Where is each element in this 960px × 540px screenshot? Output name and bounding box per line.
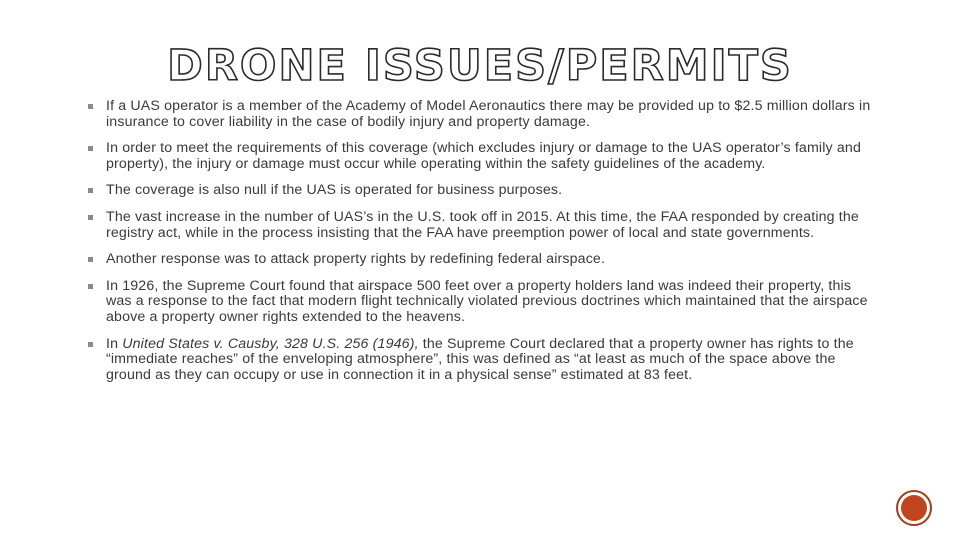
- bullet-item: [88, 337, 873, 384]
- square-bullet-icon: [88, 215, 93, 220]
- logo-badge-icon: [896, 490, 932, 526]
- bullet-prefix: In: [106, 335, 123, 352]
- bullet-item: [88, 210, 873, 241]
- square-bullet-icon: [88, 342, 93, 347]
- slide-content: [88, 99, 873, 394]
- bullet-text: In 1926, the Supreme Court found that airspace 500 feet over a property holders land was indeed their property, this was a response to the fact that modern flight technically violated previous doctrines which maintained that the airspace above a property owner rights extended to the heavens.: [106, 277, 868, 325]
- logo-badge-center: [901, 495, 927, 521]
- square-bullet-icon: [88, 257, 93, 262]
- slide-title: DRONE ISSUES/PERMITS: [167, 41, 793, 91]
- bullet-text: Another response was to attack property rights by redefining federal airspace.: [106, 251, 606, 268]
- bullet-rest: the Supreme Court declared that a property owner has rights to the “immediate reaches” of the enveloping atmosphere”, this was defined as “at least as much of the space above the ground as they can occupy or use in connection it in a physical sense” estimated at 83 feet.: [106, 335, 854, 383]
- bullet-item: [88, 252, 873, 268]
- case-citation: United States v. Causby, 328 U.S. 256 (1946),: [122, 335, 419, 352]
- bullet-item: [88, 279, 873, 326]
- bullet-item: [88, 99, 873, 130]
- square-bullet-icon: [88, 188, 93, 193]
- square-bullet-icon: [88, 104, 93, 109]
- square-bullet-icon: [88, 146, 93, 151]
- bullet-item: [88, 141, 873, 172]
- bullet-text-mixed: [106, 336, 854, 383]
- bullet-item: [88, 183, 873, 199]
- bullet-text: If a UAS operator is a member of the Academy of Model Aeronautics there may be provided up to $2.5 million dollars in insurance to cover liability in the case of bodily injury and property damage.: [106, 98, 871, 130]
- square-bullet-icon: [88, 284, 93, 289]
- bullet-list: [88, 99, 873, 383]
- bullet-text: In order to meet the requirements of this coverage (which excludes injury or damage to the UAS operator’s family and property), the injury or damage must occur while operating within the safety guidelines of the academy.: [106, 140, 861, 172]
- bullet-text: The coverage is also null if the UAS is operated for business purposes.: [106, 182, 563, 199]
- bullet-text: The vast increase in the number of UAS’s in the U.S. took off in 2015. At this time, the FAA responded by creating the registry act, while in the process insisting that the FAA have preemption power of local and state governments.: [106, 208, 859, 241]
